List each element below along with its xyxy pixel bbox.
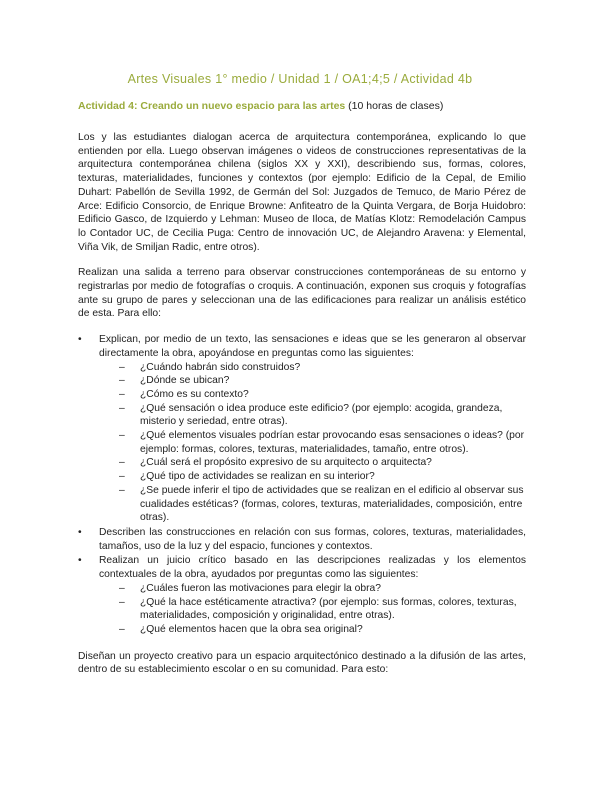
sub-list-item: [119, 484, 526, 525]
sub-list-item: [119, 623, 526, 637]
list-item-text: Describen las construcciones en relación con sus formas, colores, texturas, materialidades, tamaños, uso de la luz y del espacio, funciones y contextos.: [99, 526, 526, 552]
document-body: [78, 131, 526, 689]
dash-icon: –: [119, 582, 125, 594]
sub-item-text: ¿Cuándo habrán sido construidos?: [140, 361, 301, 373]
list-item-text: Realizan un juicio crítico basado en las descripciones realizadas y los elementos contextuales de la obra, ayudados por preguntas como las siguientes:: [99, 555, 526, 581]
sub-item-text: ¿Cómo es su contexto?: [140, 388, 249, 400]
sub-list-item: [119, 582, 526, 596]
sub-list-item: [119, 402, 526, 429]
sub-list-item: [119, 429, 526, 456]
dash-icon: –: [119, 471, 125, 483]
paragraph-intro: Los y las estudiantes dialogan acerca de arquitectura contemporánea, explicando lo que entienden por ella. Luego observan imágenes o videos de construcciones representativas de la arquitectura contemporánea chilena (siglos XX y XXI), describiendo sus, formas, colores, texturas, materialidades, funciones y contextos (por ejemplo: Edificio de la Cepal, de Emilio Duhart: Pabellón de Sevilla 1992, de Germán del Sol: Juzgados de Temuco, de Mario Pérez de Arce: Edificio Consorcio, de Enrique Browne: Anfiteatro de la Quinta Vergara, de Borja Huidobro: Edificio Gasco, de Izquierdo y Lehman: Museo de Iloca, de Matías Klotz: Remodelación Campus lo Contador UC, de Cecilia Puga: Centro de innovación UC, de Alejandro Aravena: y Elemental, Viña Vik, de Smiljan Radic, entre otros).: [78, 132, 526, 253]
sub-item-text: ¿Qué elementos hacen que la obra sea original?: [140, 623, 363, 635]
activity-heading: [78, 100, 522, 113]
list-item: [78, 554, 526, 636]
dash-icon: –: [119, 457, 125, 469]
dash-icon: –: [119, 623, 125, 635]
activity-list: [78, 333, 526, 636]
sub-item-text: ¿Qué la hace estéticamente atractiva? (por ejemplo: sus formas, colores, texturas, materialidades, composición y originalidad, entre otras).: [140, 596, 517, 622]
sub-item-text: ¿Qué tipo de actividades se realizan en su interior?: [140, 471, 375, 483]
sub-item-text: ¿Cuáles fueron las motivaciones para elegir la obra?: [140, 582, 381, 594]
dash-icon: –: [119, 596, 125, 608]
dash-icon: –: [119, 402, 125, 414]
sub-list-item: [119, 596, 526, 623]
paragraph-field-trip: Realizan una salida a terreno para observar construcciones contemporáneas de su entorno y registrarlas por medio de fotografías o croquis. A continuación, exponen sus croquis y fotografías ante su grupo de pares y seleccionan una de las edificaciones para realizar un análisis estético de esta. Para ello:: [78, 267, 526, 320]
sub-item-text: ¿Qué sensación o idea produce este edificio? (por ejemplo: acogida, grandeza, misterio y seriedad, entre otras).: [140, 402, 503, 428]
sub-item-text: ¿Se puede inferir el tipo de actividades que se realizan en el edificio al observar sus cualidades estéticas? (formas, colores, texturas, materialidades, composición, entre otras).: [140, 484, 524, 524]
dash-icon: –: [119, 484, 125, 496]
sub-list-item: [119, 456, 526, 470]
dash-icon: –: [119, 430, 125, 442]
sub-list-item: [119, 361, 526, 375]
activity-hours: (10 horas de clases): [345, 100, 444, 112]
sub-list: [99, 582, 526, 637]
bullet-icon: •: [78, 526, 82, 538]
sub-list-item: [119, 388, 526, 402]
sub-item-text: ¿Cuál será el propósito expresivo de su arquitecto o arquitecta?: [140, 457, 432, 469]
list-item: [78, 526, 526, 553]
activity-label: Actividad 4: Creando un nuevo espacio para las artes: [78, 100, 346, 112]
dash-icon: –: [119, 388, 125, 400]
bullet-icon: •: [78, 555, 82, 567]
bullet-icon: •: [78, 334, 82, 346]
sub-list-item: [119, 470, 526, 484]
list-item: [78, 333, 526, 525]
dash-icon: –: [119, 375, 125, 387]
page-header: Artes Visuales 1° medio / Unidad 1 / OA1;4;5 / Actividad 4b: [127, 72, 473, 86]
sub-item-text: ¿Qué elementos visuales podrían estar provocando esas sensaciones o ideas? (por ejemplo: formas, colores, texturas, materialidades, tamaño, entre otros).: [140, 430, 525, 455]
paragraph-closing: Diseñan un proyecto creativo para un espacio arquitectónico destinado a la difusión de las artes, dentro de su establecimiento escolar o en su comunidad. Para esto:: [78, 650, 526, 676]
list-item-text: Explican, por medio de un texto, las sensaciones e ideas que se les generaron al observar directamente la obra, apoyándose en preguntas como las siguientes:: [99, 334, 526, 359]
sub-item-text: ¿Dónde se ubican?: [140, 375, 230, 387]
sub-list-item: [119, 374, 526, 388]
spacer: [78, 638, 526, 650]
sub-list: [99, 361, 526, 525]
dash-icon: –: [119, 361, 125, 373]
